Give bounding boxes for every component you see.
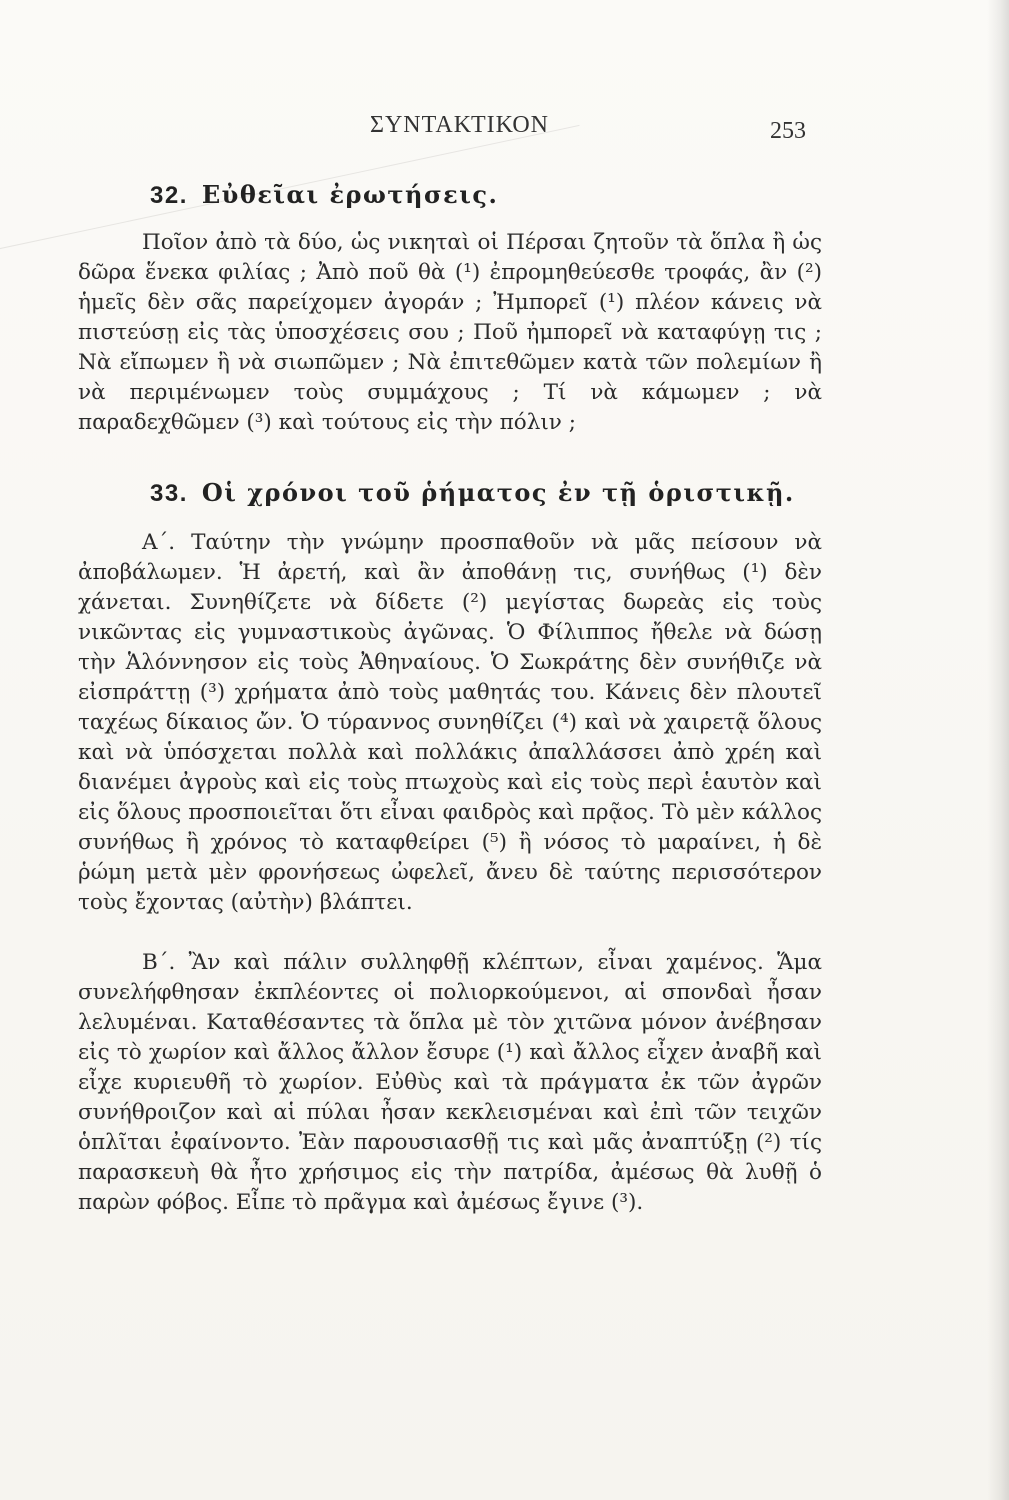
section-title: Οἱ χρόνοι τοῦ ῥήματος ἐν τῇ ὁριστικῇ. <box>201 478 795 507</box>
paragraph: Β΄. Ἂν καὶ πάλιν συλληφθῇ κλέπτων, εἶναι χαμένος. Ἅμα συνελήφθησαν ἐκπλέοντες οἱ πολιορκούμενοι, αἱ σπονδαὶ ἦσαν λελυμέναι. Καταθέσαντες τὰ ὅπλα μὲ τὸν χιτῶνα μόνον ἀνέβησαν εἰς τὸ χωρίον καὶ ἄλλος ἄλλον ἔσυρε (¹) καὶ ἄλλος εἶχεν ἀναβῆ καὶ εἶχε κυριευθῆ τὸ χωρίον. Εὐθὺς καὶ τὰ πράγματα ἐκ τῶν ἀγρῶν συνήθροιζον καὶ αἱ πύλαι ἦσαν κεκλεισμέναι καὶ ἐπὶ τῶν τειχῶν ὁπλῖται ἐφαίνοντο. Ἐὰν παρουσιασθῇ τις καὶ μᾶς ἀναπτύξῃ (²) τίς παρασκευὴ θὰ ἦτο χρήσιμος εἰς τὴν πατρίδα, ἀμέσως θὰ λυθῇ ὁ παρὼν φόβος. Εἶπε τὸ πρᾶγμα καὶ ἀμέσως ἔγινε (³). <box>78 950 822 1215</box>
running-head <box>0 112 1009 148</box>
paragraph: Ποῖον ἀπὸ τὰ δύο, ὡς νικηταὶ οἱ Πέρσαι ζητοῦν τὰ ὅπλα ἢ ὡς δῶρα ἕνεκα φιλίας ; Ἀπὸ ποῦ θὰ (¹) ἐπρομηθεύεσθε τροφάς, ἂν (²) ἡμεῖς δὲν σᾶς παρείχομεν ἀγοράν ; Ἠμπορεῖ (¹) πλέον κάνεις νὰ πιστεύσῃ εἰς τὰς ὑποσχέσεις σου ; Ποῦ ἠμπορεῖ νὰ καταφύγῃ τις ; Νὰ εἴπωμεν ἢ νὰ σιωπῶμεν ; Νὰ ἐπιτεθῶμεν κατὰ τῶν πολεμίων ἢ νὰ περιμένωμεν τοὺς συμμάχους ; Τί νὰ κάμωμεν ; νὰ παραδεχθῶμεν (³) καὶ τούτους εἰς τὴν πόλιν ; <box>78 230 822 435</box>
page-edge-shadow <box>987 0 1009 1500</box>
page-number: 253 <box>770 118 806 144</box>
running-title: ΣΥΝΤΑΚΤΙΚΟΝ <box>370 112 549 138</box>
section-33-body-b <box>78 948 822 1218</box>
section-heading-33 <box>150 478 795 508</box>
section-32-body <box>78 228 822 438</box>
paragraph: Α΄. Ταύτην τὴν γνώμην προσπαθοῦν νὰ μᾶς πείσουν νὰ ἀποβάλωμεν. Ἡ ἀρετή, καὶ ἂν ἀποθάνῃ τις, συνήθως (¹) δὲν χάνεται. Συνηθίζετε νὰ δίδετε (²) μεγίστας δωρεὰς εἰς τοὺς νικῶντας εἰς γυμναστικοὺς ἀγῶνας. Ὁ Φίλιππος ἤθελε νὰ δώσῃ τὴν Ἁλόννησον εἰς τοὺς Ἀθηναίους. Ὁ Σωκράτης δὲν συνήθιζε νὰ εἰσπράττῃ (³) χρήματα ἀπὸ τοὺς μαθητάς του. Κάνεις δὲν πλουτεῖ ταχέως δίκαιος ὤν. Ὁ τύραννος συνηθίζει (⁴) καὶ νὰ χαιρετᾷ ὅλους καὶ νὰ ὑπόσχεται πολλὰ καὶ πολλάκις ἀπαλλάσσει ἀπὸ χρέη καὶ διανέμει ἀγροὺς καὶ εἰς τοὺς πτωχοὺς καὶ εἰς τοὺς περὶ ἑαυτὸν καὶ εἰς ὅλους προσποιεῖται ὅτι εἶναι φαιδρὸς καὶ πρᾷος. Τὸ μὲν κάλλος συνήθως ἢ χρόνος τὸ καταφθείρει (⁵) ἢ νόσος τὸ μαραίνει, ἡ δὲ ῥώμη μετὰ μὲν φρονήσεως ὠφελεῖ, ἄνευ δὲ ταύτης περισσότερον τοὺς ἔχοντας (αὐτὴν) βλάπτει. <box>78 530 822 915</box>
section-heading-32 <box>150 180 498 210</box>
section-33-body-a <box>78 528 822 918</box>
section-number: 32. <box>150 182 188 209</box>
section-title: Εὐθεῖαι ἐρωτήσεις. <box>201 180 499 209</box>
section-number: 33. <box>150 480 188 507</box>
